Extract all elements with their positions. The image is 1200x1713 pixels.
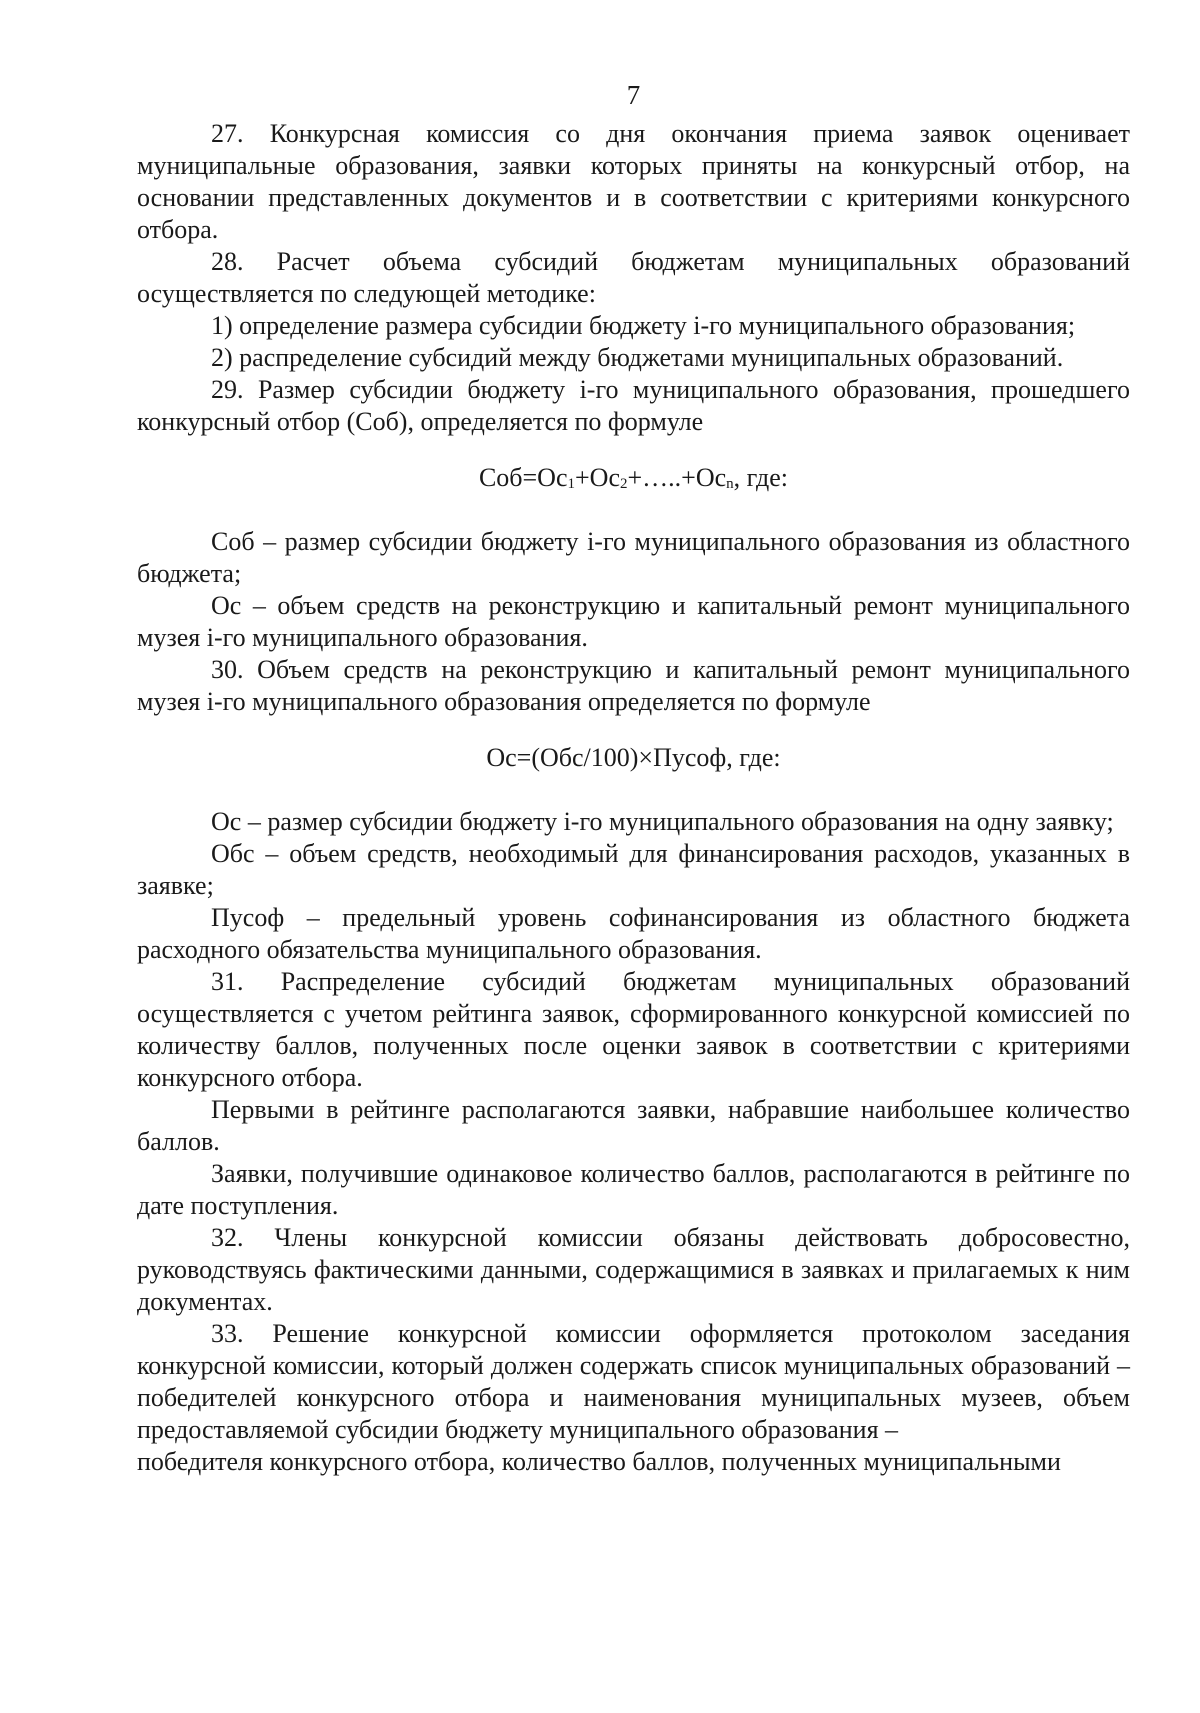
formula-subsidy-total [137, 462, 1130, 494]
paragraph-31: 31. Распределение субсидий бюджетам муниципальных образований осуществляется с учетом рейтинга заявок, сформированного конкурсной комиссией по количеству баллов, полученных после оценки заявок в соответствии с критериями конкурсного отбора. [137, 967, 1130, 1092]
formula-funds-volume: Ос=(Обс/100)×Пусоф, где: [486, 743, 781, 772]
paragraph-33: 33. Решение конкурсной комиссии оформляется протоколом заседания конкурсной комиссии, который должен содержать список муниципальных образований – победителей конкурсного отбора и наименования муниципальных музеев, объем предоставляемой субсидии бюджету муниципального образования – [137, 1319, 1130, 1444]
paragraph-27: 27. Конкурсная комиссия со дня окончания приема заявок оценивает муниципальные образования, заявки которых приняты на конкурсный отбор, на основании представленных документов и в соответствии с критериями конкурсного отбора. [137, 119, 1130, 244]
formula-1-tail: , где: [733, 463, 789, 492]
definition-sob: Соб – размер субсидии бюджету i-го муниципального образования из областного бюджета; [137, 527, 1130, 588]
formula-1-part-3: +…..+Ос [627, 463, 727, 492]
formula-1-sub-2: 2 [620, 476, 628, 492]
formula-1-lead: Соб=Ос [478, 463, 568, 492]
definition-obs: Обс – объем средств, необходимый для финансирования расходов, указанных в заявке; [137, 839, 1130, 900]
paragraph-28: 28. Расчет объема субсидий бюджетам муниципальных образований осуществляется по следующей методике: [137, 247, 1130, 308]
formula-1-part-2: +Ос [575, 463, 620, 492]
paragraph-29: 29. Размер субсидии бюджету i-го муниципального образования, прошедшего конкурсный отбор (Соб), определяется по формуле [137, 375, 1130, 436]
definition-os-per-application: Ос – размер субсидии бюджету i-го муниципального образования на одну заявку; [211, 807, 1114, 836]
formula-1-sub-1: 1 [567, 476, 576, 492]
paragraph-30: 30. Объем средств на реконструкцию и капитальный ремонт муниципального музея i-го муниципального образования определяется по формуле [137, 655, 1130, 716]
paragraph-33-continued-line: победителя конкурсного отбора, количество баллов, полученных муниципальными [137, 1447, 1061, 1476]
definition-os: Ос – объем средств на реконструкцию и капитальный ремонт муниципального музея i-го муниципального образования. [137, 591, 1130, 652]
paragraph-31-rating-equal: Заявки, получившие одинаковое количество баллов, располагаются в рейтинге по дате поступления. [137, 1159, 1130, 1220]
page-number: 7 [626, 80, 641, 110]
paragraph-28-item-1: 1) определение размера субсидии бюджету i-го муниципального образования; [211, 311, 1076, 340]
paragraph-32: 32. Члены конкурсной комиссии обязаны действовать добросовестно, руководствуясь фактическими данными, содержащимися в заявках и прилагаемых к ним документах. [137, 1223, 1130, 1316]
paragraph-28-item-2: 2) распределение субсидий между бюджетами муниципальных образований. [211, 343, 1064, 372]
formula-1-sub-n: n [726, 476, 734, 492]
definition-pusof: Пусоф – предельный уровень софинансирования из областного бюджета расходного обязательства муниципального образования. [137, 903, 1130, 964]
paragraph-31-rating-first: Первыми в рейтинге располагаются заявки, набравшие наибольшее количество баллов. [137, 1095, 1130, 1156]
